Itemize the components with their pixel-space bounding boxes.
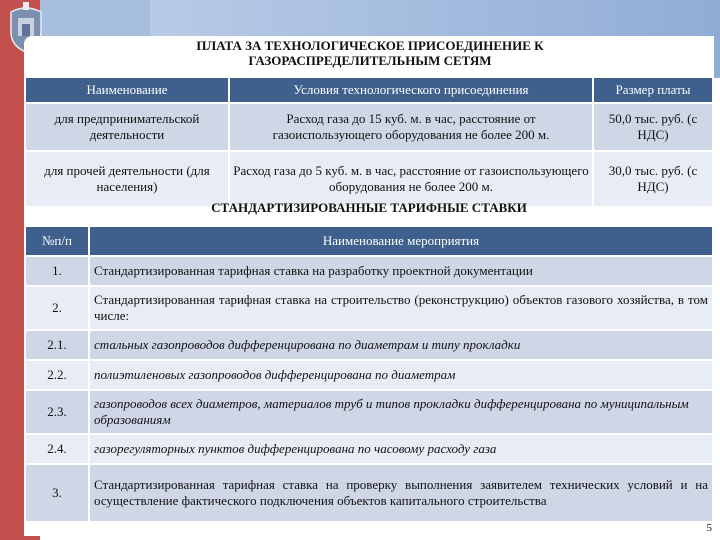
table-row [25,103,713,151]
table-row [25,464,713,522]
table-row [25,360,713,390]
table-row [25,151,713,207]
rate-number: 2.2. [25,360,89,390]
fee-cell-conditions: Расход газа до 15 куб. м. в час, расстояние от газоиспользующего оборудования не более 200 м. [229,103,593,151]
rates-header-number: №п/п [25,226,89,256]
rates-header-name: Наименование мероприятия [89,226,713,256]
rate-number: 1. [25,256,89,286]
rate-number: 2. [25,286,89,330]
fee-table [24,76,714,208]
fee-cell-amount: 50,0 тыс. руб. (с НДС) [593,103,713,151]
fee-cell-amount: 30,0 тыс. руб. (с НДС) [593,151,713,207]
rates-table-header [25,226,713,256]
rate-number: 2.1. [25,330,89,360]
rate-description: стальных газопроводов дифференцирована по диаметрам и типу прокладки [89,330,713,360]
rate-description: Стандартизированная тарифная ставка на разработку проектной документации [89,256,713,286]
fee-cell-name: для предпринимательской деятельности [25,103,229,151]
fee-header-conditions: Условия технологического присоединения [229,77,593,103]
section-subtitle: СТАНДАРТИЗИРОВАННЫЕ ТАРИФНЫЕ СТАВКИ [211,200,527,215]
rate-number: 2.3. [25,390,89,434]
fee-table-header [25,77,713,103]
rate-description: газорегуляторных пунктов дифференцирована по часовому расходу газа [89,434,713,464]
rates-table [24,225,714,523]
rate-number: 3. [25,464,89,522]
table-row [25,390,713,434]
rate-number: 2.4. [25,434,89,464]
fee-header-amount: Размер платы [593,77,713,103]
page-number: 5 [706,522,712,534]
fee-header-name: Наименование [25,77,229,103]
table-row [25,256,713,286]
fee-cell-conditions: Расход газа до 5 куб. м. в час, расстояние от газоиспользующего оборудования не более 200 м. [229,151,593,207]
rate-description: Стандартизированная тарифная ставка на строительство (реконструкцию) объектов газового хозяйства, в том числе: [89,286,713,330]
rate-description: Стандартизированная тарифная ставка на проверку выполнения заявителем технических условий и на осуществление фактического подключения объектов капитального строительства [89,464,713,522]
rate-description: газопроводов всех диаметров, материалов труб и типов прокладки дифференцирована по муниципальным образованиям [89,390,713,434]
page-title: ПЛАТА ЗА ТЕХНОЛОГИЧЕСКОЕ ПРИСОЕДИНЕНИЕ К ГАЗОРАСПРЕДЕЛИТЕЛЬНЫМ СЕТЯМ [196,38,544,68]
fee-cell-name: для прочей деятельности (для населения) [25,151,229,207]
rate-description: полиэтиленовых газопроводов дифференцирована по диаметрам [89,360,713,390]
table-row [25,330,713,360]
table-row [25,286,713,330]
table-row [25,434,713,464]
